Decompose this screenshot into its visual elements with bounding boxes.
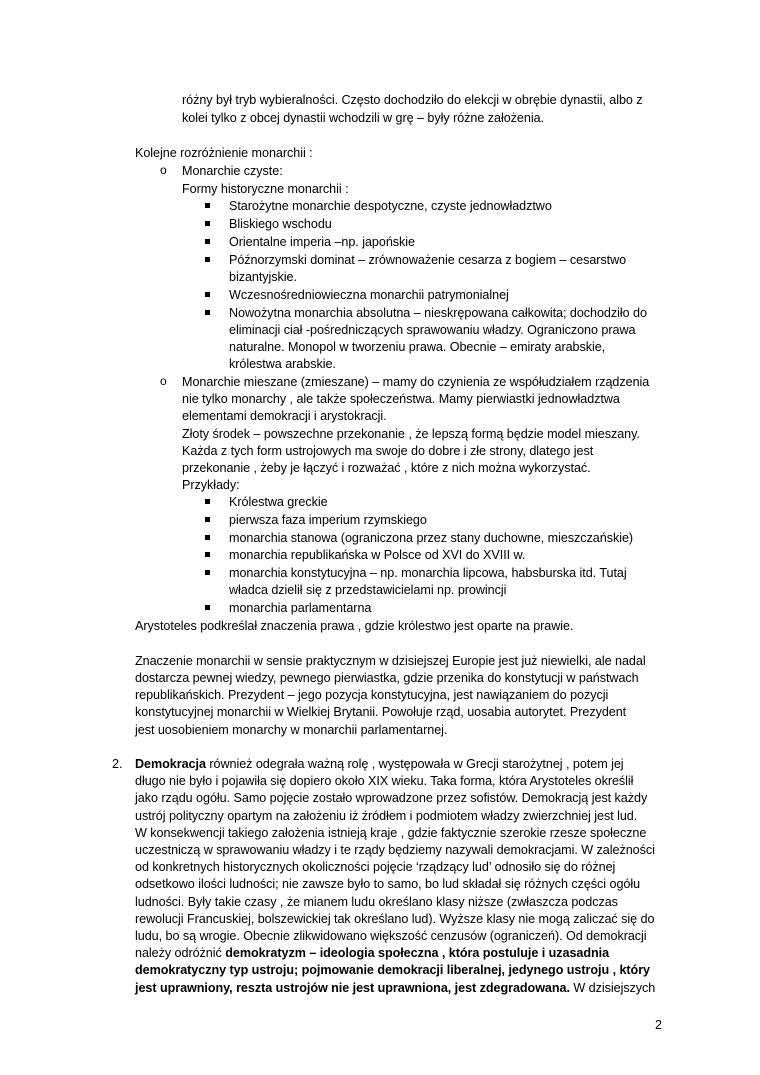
- paragraph-line: [135, 944, 609, 962]
- mixed-monarchy-line: Złoty środek – powszechne przekonanie , że lepszą formą będzie model mieszany.: [182, 427, 640, 441]
- square-bullet-icon: [205, 239, 210, 244]
- list-item: Orientalne imperia –np. japońskie: [229, 235, 415, 249]
- square-bullet-icon: [205, 517, 210, 522]
- paragraph-line: jako rządu ogółu. Samo pojęcie zostało wprowadzone przez sofistów. Demokracją jest każdy: [135, 791, 648, 805]
- list-item-continuation: królestwa arabskie.: [229, 357, 336, 371]
- democracy-term: Demokracja: [135, 757, 206, 771]
- paragraph-line: ludu, bo są wrogie. Obecnie zlikwidowano większość cenzusów (ograniczeń). Od demokracji: [135, 929, 647, 943]
- list-item-continuation: bizantyjskie.: [229, 270, 297, 284]
- square-bullet-icon: [205, 257, 210, 262]
- list-item-continuation: eliminacji ciał -pośredniczących sprawowaniu władzy. Ograniczono prawa: [229, 323, 636, 337]
- paragraph-line: dostarcza pewnej wiedzy, pewnego pierwiastka, gdzie przenika do konstytucji w państwach: [135, 671, 639, 685]
- democracy-first-line: [135, 755, 624, 773]
- paragraph-line: uczestniczą w sprawowaniu władzy i te rządy będziemy nazywali demokracjami. W zależności: [135, 843, 655, 857]
- paragraph-line: od konkretnych historycznych okoliczności pojęcie ‘rządzący lud’ odnosiło się do różnej: [135, 860, 616, 874]
- mixed-monarchy-line: elementami demokracji i arystokracji.: [182, 409, 387, 423]
- square-bullet-icon: [205, 499, 210, 504]
- square-bullet-icon: [205, 535, 210, 540]
- mixed-monarchy-line: przekonanie , żeby je łączyć i rozważać , które z nich można wykorzystać.: [182, 461, 591, 475]
- example-item: monarchia konstytucyjna – np. monarchia lipcowa, habsburska itd. Tutaj: [229, 566, 627, 580]
- mixed-monarchy-line: Każda z tych form ustrojowych ma swoje do dobre i złe strony, dlatego jest: [182, 444, 594, 458]
- line-bold: demokratyzm – ideologia społeczna , która postuluje i uzasadnia: [225, 946, 610, 960]
- square-bullet-icon: [205, 552, 210, 557]
- examples-heading: Przykłady:: [182, 478, 240, 492]
- example-item: monarchia parlamentarna: [229, 601, 372, 615]
- line-bold: demokratyczny typ ustroju; pojmowanie demokracji liberalnej, jedynego ustroju , który: [135, 963, 651, 977]
- paragraph-line: rewolucji Francuskiej, bolszewickiej tak określano lud). Wyższe klasy nie mogą zaliczać się do: [135, 912, 655, 926]
- intro-line: kolei tylko z obcej dynastii wchodzili w grę – były różne założenia.: [182, 111, 544, 125]
- list-item: Bliskiego wschodu: [229, 217, 332, 231]
- paragraph-line: W konsekwencji takiego założenia istnieją kraje , gdzie faktycznie szerokie rzesze społeczne: [135, 826, 647, 840]
- square-bullet-icon: [205, 570, 210, 575]
- mixed-monarchy-line: Monarchie mieszane (zmieszane) – mamy do czynienia ze współudziałem rządzenia: [182, 375, 650, 389]
- square-bullet-icon: [205, 221, 210, 226]
- paragraph-line: [135, 961, 650, 979]
- line-plain: W dzisiejszych: [569, 981, 656, 995]
- line-plain: należy odróżnić: [135, 946, 226, 960]
- list-number: 2.: [112, 757, 123, 771]
- example-item: monarchia republikańska w Polsce od XVI do XVIII w.: [229, 548, 526, 562]
- example-item-continuation: władca dzielił się z przedstawicielami np. prowincji: [229, 583, 507, 597]
- square-bullet-icon: [205, 605, 210, 610]
- paragraph-line: jest uosobieniem monarchy w monarchii parlamentarnej.: [135, 723, 448, 737]
- line-bold: jest uprawniony, reszta ustrojów nie jest uprawniona, jest zdegradowana.: [135, 981, 570, 995]
- square-bullet-icon: [205, 203, 210, 208]
- mixed-monarchy-line: nie tylko monarchy , ale także społeczeństwa. Mamy pierwiastki jednowładztwa: [182, 392, 620, 406]
- list-item-continuation: naturalne. Monopol w tworzeniu prawa. Obecnie – emiraty arabskie,: [229, 340, 606, 354]
- list-item: Późnorzymski dominat – zrównoważenie cesarza z bogiem – cesarstwo: [229, 253, 627, 267]
- hollow-bullet-icon: o: [160, 163, 167, 177]
- pure-monarchy-title: Monarchie czyste:: [182, 164, 283, 178]
- paragraph-line: odsetkowo ilości ludności; nie zawsze było to samo, bo lud składał się różnych części ogółu: [135, 877, 641, 891]
- section-heading: Kolejne rozróżnienie monarchii :: [135, 146, 313, 160]
- paragraph-line: ustrój polityczny opartym na założeniu iż źródłem i podmiotem władzy zwierzchniej jest lud.: [135, 809, 638, 823]
- paragraph-line: [135, 979, 655, 997]
- forms-heading: Formy historyczne monarchii :: [182, 182, 349, 196]
- example-item: Królestwa greckie: [229, 495, 328, 509]
- paragraph-line: konstytucyjnej monarchii w Wielkiej Brytanii. Powołuje rząd, uosabia autorytet. Prezydent: [135, 705, 627, 719]
- aristotle-note: Arystoteles podkreślał znaczenia prawa , gdzie królestwo jest oparte na prawie.: [135, 619, 574, 633]
- list-item: Wczesnośredniowieczna monarchii patrymonialnej: [229, 288, 509, 302]
- square-bullet-icon: [205, 292, 210, 297]
- paragraph-line: długo nie było i pojawiła się dopiero około XIX wieku. Taka forma, która Arystoteles określił: [135, 774, 634, 788]
- paragraph-line: Znaczenie monarchii w sensie praktycznym w dzisiejszej Europie jest już niewielki, ale nadal: [135, 654, 646, 668]
- paragraph-line: ludności. Były takie czasy , że mianem ludu określano klasy niższe (zwłaszcza podczas: [135, 895, 618, 909]
- paragraph-line: republikańskich. Prezydent – jego pozycja konstytucyjna, jest nawiązaniem do pozycji: [135, 688, 609, 702]
- list-item: Starożytne monarchie despotyczne, czyste jednowładztwo: [229, 199, 552, 213]
- square-bullet-icon: [205, 310, 210, 315]
- page-number: 2: [655, 1018, 663, 1032]
- democracy-first-rest: również odegrała ważną rolę , występowała w Grecji starożytnej , potem jej: [205, 757, 624, 771]
- list-item: Nowożytna monarchia absolutna – nieskrępowana całkowita; dochodziło do: [229, 306, 647, 320]
- example-item: monarchia stanowa (ograniczona przez stany duchowne, mieszczańskie): [229, 531, 634, 545]
- example-item: pierwsza faza imperium rzymskiego: [229, 513, 427, 527]
- hollow-bullet-icon: o: [160, 374, 167, 388]
- intro-line: różny był tryb wybieralności. Często dochodziło do elekcji w obrębie dynastii, albo z: [182, 93, 643, 107]
